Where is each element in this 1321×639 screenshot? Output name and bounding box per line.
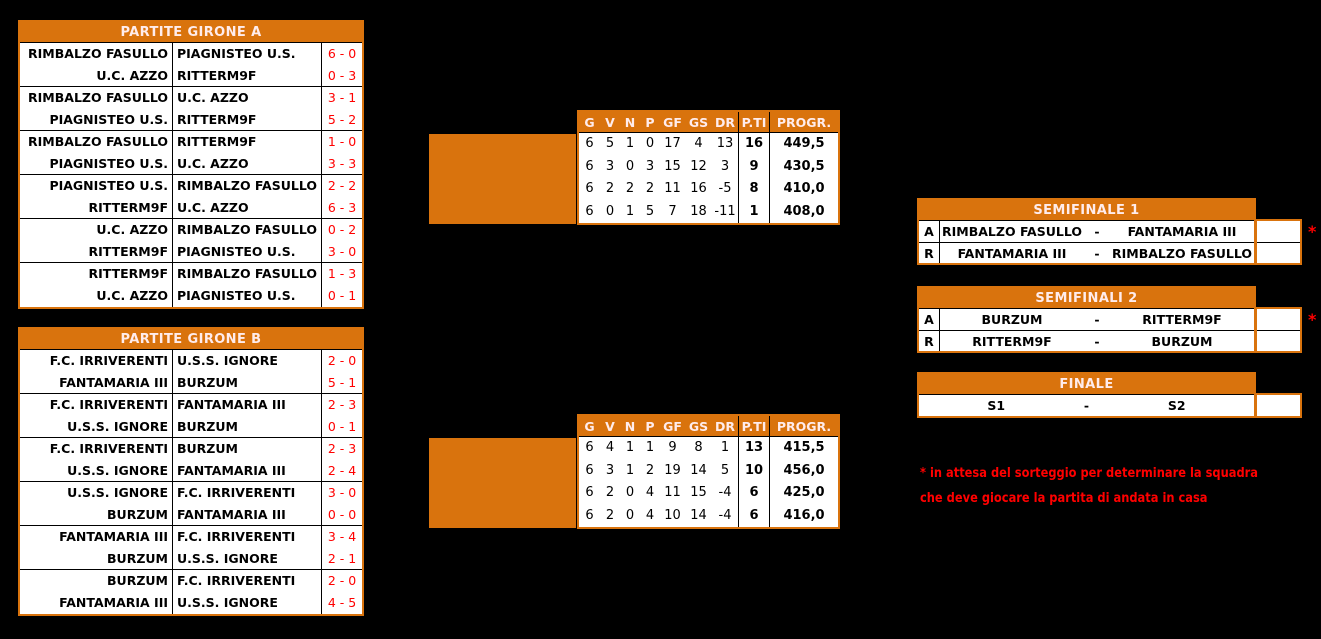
- asterisk: *: [1308, 222, 1317, 241]
- header-v: V: [605, 419, 615, 434]
- progr-cell: 430,5: [769, 156, 838, 179]
- match-score-cell: 0 - 1: [321, 285, 362, 307]
- stat-gf: 7: [668, 203, 677, 219]
- standings-rows: [579, 437, 838, 527]
- away-team-cell: FANTAMARIA III: [177, 397, 286, 412]
- asterisk: *: [1308, 310, 1317, 329]
- progr-cell: 456,0: [769, 460, 838, 483]
- home-team-cell: U.C. AZZO: [20, 285, 173, 307]
- semifinal-row: [919, 330, 1254, 351]
- match-score-cell: 5 - 2: [321, 109, 362, 130]
- standings-girone-b-table: [429, 414, 841, 530]
- match-row: [20, 526, 362, 548]
- match-row: [20, 175, 362, 197]
- versus-dash: -: [1083, 398, 1090, 413]
- semifinale-2-main: [917, 286, 1256, 353]
- match-score-cell: 2 - 3: [321, 394, 362, 416]
- team-cell: [429, 179, 576, 202]
- finale-main: [917, 372, 1256, 418]
- finale-title: FINALE: [919, 374, 1254, 395]
- progr-cell: 408,0: [769, 201, 838, 224]
- away-team-cell: BURZUM: [177, 375, 238, 390]
- stat-dr: -4: [718, 507, 732, 523]
- header-gf: GF: [663, 115, 682, 130]
- stat-gf: 15: [664, 158, 681, 174]
- header-dr: DR: [714, 419, 735, 434]
- home-team-cell: FANTAMARIA III: [20, 592, 173, 614]
- match-row: [20, 548, 362, 570]
- match-row: [20, 416, 362, 438]
- header-g: G: [584, 115, 595, 130]
- stat-g: 6: [585, 462, 594, 478]
- match-score-cell: 2 - 3: [321, 438, 362, 460]
- stat-v: 2: [605, 485, 615, 500]
- stat-dr: -4: [718, 485, 732, 500]
- home-team-cell: F.C. IRRIVERENTI: [20, 394, 173, 416]
- stat-v: 5: [605, 136, 615, 151]
- standings-team-column: [429, 438, 577, 528]
- match-score-cell: 4 - 5: [321, 592, 362, 614]
- home-team-cell: U.S.S. IGNORE: [20, 460, 173, 481]
- home-team-cell: RITTERM9F: [20, 263, 173, 285]
- home-team-cell: BURZUM: [20, 504, 173, 525]
- final-row: [919, 395, 1254, 416]
- header-gs: GS: [688, 115, 709, 130]
- home-team-cell: U.C. AZZO: [20, 219, 173, 241]
- home-team: RITTERM9F: [972, 334, 1052, 349]
- versus-dash: -: [1094, 312, 1100, 327]
- stat-p: 2: [645, 181, 655, 196]
- versus-dash: -: [1094, 246, 1100, 261]
- home-team: FANTAMARIA III: [957, 246, 1067, 261]
- stat-n: 1: [625, 136, 635, 151]
- away-team: RIMBALZO FASULLO: [1112, 246, 1252, 261]
- stat-v: 0: [605, 203, 615, 219]
- girone-a-match-list: [20, 43, 362, 307]
- stat-n: 0: [625, 158, 635, 174]
- stat-gf: 9: [668, 440, 677, 455]
- match-score-cell: 0 - 3: [321, 65, 362, 86]
- finale-rows: [919, 395, 1254, 416]
- away-team-cell: PIAGNISTEO U.S.: [177, 244, 296, 259]
- home-team-cell: U.S.S. IGNORE: [20, 416, 173, 437]
- semifinal-row: [919, 242, 1254, 263]
- header-progr: PROGR.: [769, 416, 838, 436]
- match-score-cell: 2 - 1: [321, 548, 362, 569]
- away-team-cell: BURZUM: [177, 441, 238, 456]
- stat-n: 0: [625, 507, 635, 523]
- match-row: [20, 460, 362, 482]
- home-team-cell: PIAGNISTEO U.S.: [20, 109, 173, 130]
- stat-p: 2: [645, 462, 655, 478]
- match-row: [20, 570, 362, 592]
- stat-gs: 8: [694, 440, 703, 455]
- home-team-cell: BURZUM: [20, 570, 173, 592]
- home-team-cell: F.C. IRRIVERENTI: [20, 350, 173, 372]
- match-row: [20, 131, 362, 153]
- team-cell: [429, 506, 576, 529]
- home-team-cell: RITTERM9F: [20, 241, 173, 262]
- team-cell: [429, 483, 576, 506]
- stat-v: 2: [605, 507, 615, 523]
- standings-row: [579, 178, 838, 201]
- stat-dr: -5: [718, 181, 732, 196]
- match-row: [20, 285, 362, 307]
- standings-row: [579, 460, 838, 483]
- match-row: [20, 219, 362, 241]
- stat-gs: 4: [694, 136, 703, 151]
- home-team-cell: BURZUM: [20, 548, 173, 569]
- stat-n: 2: [625, 181, 635, 196]
- stat-dr: -11: [714, 203, 736, 219]
- leg-label: A: [919, 309, 940, 330]
- home-team: RIMBALZO FASULLO: [942, 224, 1082, 239]
- away-team-cell: PIAGNISTEO U.S.: [177, 46, 296, 61]
- header-gs: GS: [688, 419, 709, 434]
- progr-cell: 410,0: [769, 178, 838, 201]
- points-cell: 1: [738, 201, 769, 224]
- header-n: N: [624, 115, 636, 130]
- away-team-cell: U.C. AZZO: [177, 200, 249, 215]
- points-cell: 6: [738, 482, 769, 505]
- away-team-cell: RITTERM9F: [177, 112, 257, 127]
- girone-b-match-list: [20, 350, 362, 614]
- header-pti: P.TI: [738, 416, 769, 436]
- match-row: [20, 87, 362, 109]
- stat-n: 1: [625, 440, 635, 455]
- stat-p: 0: [645, 136, 655, 151]
- semifinal-row: [919, 309, 1254, 330]
- match-score-cell: 2 - 0: [321, 570, 362, 592]
- header-v: V: [605, 115, 615, 130]
- semifinale-2-score-column: [1255, 307, 1302, 353]
- stat-gf: 11: [664, 181, 681, 196]
- team-cell: [429, 202, 576, 225]
- points-cell: 10: [738, 460, 769, 483]
- progr-cell: 449,5: [769, 133, 838, 156]
- home-team-cell: RITTERM9F: [20, 197, 173, 218]
- girone-a-title: PARTITE GIRONE A: [20, 22, 362, 43]
- stat-v: 3: [605, 158, 615, 174]
- stat-gs: 12: [690, 158, 707, 174]
- header-p: P: [645, 115, 655, 130]
- score-cell: [1257, 242, 1300, 263]
- away-team-cell: BURZUM: [177, 419, 238, 434]
- away-team: RITTERM9F: [1142, 312, 1222, 327]
- stat-gs: 18: [690, 203, 707, 219]
- home-team-cell: FANTAMARIA III: [20, 372, 173, 393]
- stat-dr: 1: [720, 440, 730, 455]
- match-score-cell: 3 - 3: [321, 153, 362, 174]
- standings-row: [579, 133, 838, 156]
- home-team-cell: RIMBALZO FASULLO: [20, 131, 173, 153]
- match-score-cell: 2 - 4: [321, 460, 362, 481]
- stat-gf: 10: [664, 507, 681, 523]
- standings-rows: [579, 133, 838, 223]
- leg-label: A: [919, 221, 940, 242]
- stat-g: 6: [585, 136, 594, 151]
- home-team: S1: [987, 398, 1006, 413]
- away-team-cell: RITTERM9F: [177, 134, 257, 149]
- standings-team-column: [429, 134, 577, 224]
- home-team-cell: U.S.S. IGNORE: [20, 482, 173, 504]
- note-line-2: che deve giocare la partita di andata in casa: [920, 491, 1208, 506]
- away-team-cell: PIAGNISTEO U.S.: [177, 288, 296, 303]
- score-cell: [1257, 309, 1300, 330]
- match-score-cell: 0 - 2: [321, 219, 362, 241]
- away-team-cell: U.C. AZZO: [177, 156, 249, 171]
- match-row: [20, 482, 362, 504]
- header-progr: PROGR.: [769, 112, 838, 132]
- match-row: [20, 394, 362, 416]
- home-team-cell: PIAGNISTEO U.S.: [20, 153, 173, 174]
- points-cell: 6: [738, 505, 769, 528]
- score-cell: [1257, 221, 1300, 242]
- home-team-cell: FANTAMARIA III: [20, 526, 173, 548]
- semifinale-1-table: [917, 198, 1321, 268]
- finale-table: [917, 372, 1321, 422]
- progr-cell: 425,0: [769, 482, 838, 505]
- semifinal-row: [919, 221, 1254, 242]
- stat-g: 6: [585, 203, 594, 219]
- score-cell: [1257, 395, 1300, 416]
- semifinale-1-title: SEMIFINALE 1: [919, 200, 1254, 221]
- standings-row: [579, 482, 838, 505]
- match-row: [20, 504, 362, 526]
- stat-n: 0: [625, 485, 635, 500]
- stat-gs: 16: [690, 181, 707, 196]
- away-team-cell: U.S.S. IGNORE: [177, 353, 278, 368]
- header-n: N: [624, 419, 636, 434]
- away-team-cell: RIMBALZO FASULLO: [177, 178, 317, 193]
- match-row: [20, 592, 362, 614]
- stat-dr: 5: [720, 462, 730, 478]
- stat-g: 6: [585, 158, 594, 174]
- stat-p: 4: [645, 485, 655, 500]
- match-row: [20, 372, 362, 394]
- semifinale-2-title: SEMIFINALI 2: [919, 288, 1254, 309]
- away-team-cell: U.S.S. IGNORE: [177, 595, 278, 610]
- note-text: [920, 461, 1258, 511]
- away-team-cell: RIMBALZO FASULLO: [177, 222, 317, 237]
- standings-row: [579, 156, 838, 179]
- home-team: BURZUM: [981, 312, 1043, 327]
- match-row: [20, 438, 362, 460]
- stat-p: 4: [645, 507, 655, 523]
- match-row: [20, 241, 362, 263]
- header-p: P: [645, 419, 655, 434]
- header-g: G: [584, 419, 595, 434]
- versus-dash: -: [1094, 224, 1100, 239]
- team-cell: [429, 157, 576, 180]
- match-row: [20, 350, 362, 372]
- stat-g: 6: [585, 181, 594, 196]
- semifinale-1-rows: [919, 221, 1254, 263]
- match-row: [20, 65, 362, 87]
- away-team: FANTAMARIA III: [1127, 224, 1237, 239]
- match-score-cell: 0 - 1: [321, 416, 362, 437]
- stat-v: 3: [605, 462, 615, 478]
- girone-b-title: PARTITE GIRONE B: [20, 329, 362, 350]
- girone-a-matches-table: [18, 20, 364, 309]
- away-team: BURZUM: [1151, 334, 1213, 349]
- stat-g: 6: [585, 440, 594, 455]
- stat-n: 1: [625, 462, 635, 478]
- stat-p: 1: [645, 440, 655, 455]
- standings-stats-block: [577, 110, 840, 225]
- finale-score-column: [1255, 393, 1302, 418]
- match-score-cell: 1 - 3: [321, 263, 362, 285]
- home-team-cell: F.C. IRRIVERENTI: [20, 438, 173, 460]
- away-team-cell: F.C. IRRIVERENTI: [177, 573, 296, 588]
- stat-gs: 14: [690, 507, 707, 523]
- team-cell: [429, 461, 576, 484]
- match-score-cell: 3 - 0: [321, 241, 362, 262]
- header-dr: DR: [714, 115, 735, 130]
- stat-gf: 19: [664, 462, 681, 478]
- progr-cell: 415,5: [769, 437, 838, 460]
- home-team-cell: PIAGNISTEO U.S.: [20, 175, 173, 197]
- away-team-cell: RIMBALZO FASULLO: [177, 266, 317, 281]
- away-team-cell: FANTAMARIA III: [177, 507, 286, 522]
- match-row: [20, 43, 362, 65]
- stat-g: 6: [585, 507, 594, 523]
- standings-row: [579, 437, 838, 460]
- team-cell: [429, 134, 576, 157]
- match-row: [20, 263, 362, 285]
- stat-gf: 17: [664, 136, 681, 151]
- stat-p: 5: [645, 203, 655, 219]
- match-score-cell: 3 - 4: [321, 526, 362, 548]
- stat-v: 4: [605, 440, 615, 455]
- team-cell: [429, 438, 576, 461]
- match-score-cell: 2 - 2: [321, 175, 362, 197]
- stat-n: 1: [625, 203, 635, 219]
- away-team-cell: F.C. IRRIVERENTI: [177, 485, 296, 500]
- semifinale-1-main: [917, 198, 1256, 265]
- leg-label: R: [919, 331, 940, 351]
- standings-row: [579, 201, 838, 224]
- stat-gs: 15: [690, 485, 707, 500]
- header-gf: GF: [663, 419, 682, 434]
- points-cell: 16: [738, 133, 769, 156]
- standings-stats-block: [577, 414, 840, 529]
- leg-label: R: [919, 243, 940, 263]
- away-team-cell: RITTERM9F: [177, 68, 257, 83]
- match-score-cell: 3 - 1: [321, 87, 362, 109]
- stat-dr: 3: [720, 158, 730, 174]
- stat-v: 2: [605, 181, 615, 196]
- standings-row: [579, 505, 838, 528]
- match-score-cell: 5 - 1: [321, 372, 362, 393]
- stat-dr: 13: [716, 136, 734, 151]
- standings-girone-a-table: [429, 110, 841, 226]
- match-row: [20, 109, 362, 131]
- points-cell: 13: [738, 437, 769, 460]
- away-team-cell: U.S.S. IGNORE: [177, 551, 278, 566]
- stat-g: 6: [585, 485, 594, 500]
- points-cell: 9: [738, 156, 769, 179]
- match-row: [20, 153, 362, 175]
- home-team-cell: RIMBALZO FASULLO: [20, 87, 173, 109]
- standings-header-row: [579, 112, 838, 133]
- match-score-cell: 1 - 0: [321, 131, 362, 153]
- away-team-cell: FANTAMARIA III: [177, 463, 286, 478]
- note-line-1: * in attesa del sorteggio per determinare la squadra: [920, 466, 1258, 481]
- away-team-cell: U.C. AZZO: [177, 90, 249, 105]
- semifinale-2-table: [917, 286, 1321, 356]
- semifinale-2-rows: [919, 309, 1254, 351]
- match-score-cell: 3 - 0: [321, 482, 362, 504]
- stat-p: 3: [645, 158, 655, 174]
- stat-gf: 11: [664, 485, 681, 500]
- girone-b-matches-table: [18, 327, 364, 616]
- stat-gs: 14: [690, 462, 707, 478]
- match-score-cell: 6 - 3: [321, 197, 362, 218]
- match-score-cell: 2 - 0: [321, 350, 362, 372]
- match-score-cell: 6 - 0: [321, 43, 362, 65]
- home-team-cell: U.C. AZZO: [20, 65, 173, 86]
- points-cell: 8: [738, 178, 769, 201]
- header-pti: P.TI: [738, 112, 769, 132]
- versus-dash: -: [1094, 334, 1100, 349]
- home-team-cell: RIMBALZO FASULLO: [20, 43, 173, 65]
- match-row: [20, 197, 362, 219]
- standings-header-row: [579, 416, 838, 437]
- progr-cell: 416,0: [769, 505, 838, 528]
- match-score-cell: 0 - 0: [321, 504, 362, 525]
- semifinale-1-score-column: [1255, 219, 1302, 265]
- score-cell: [1257, 330, 1300, 351]
- away-team-cell: F.C. IRRIVERENTI: [177, 529, 296, 544]
- away-team: S2: [1167, 398, 1186, 413]
